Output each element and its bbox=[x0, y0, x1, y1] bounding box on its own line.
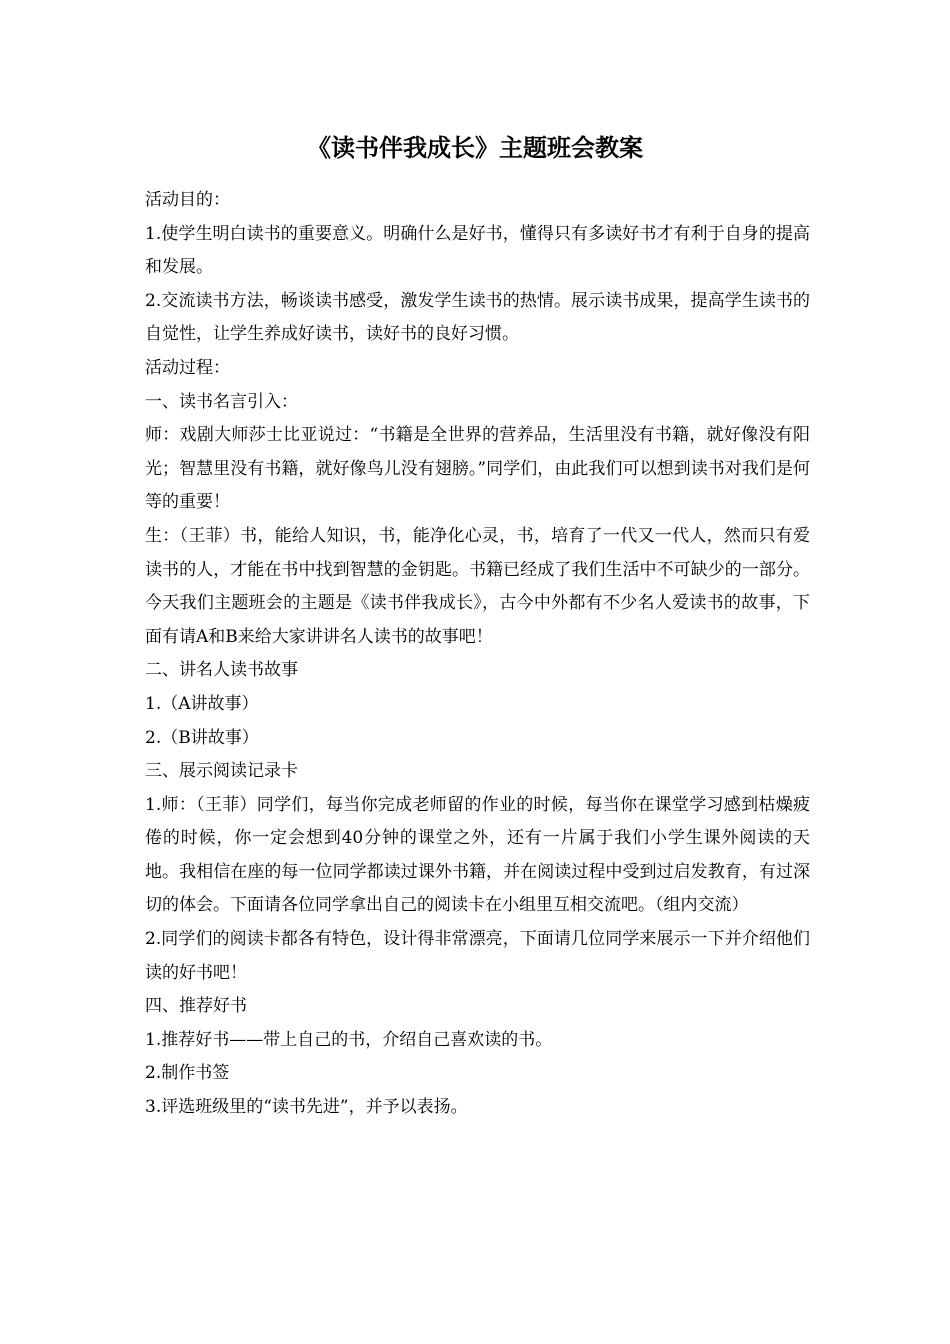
section-heading-purpose: 活动目的： bbox=[145, 190, 230, 210]
step-3-item-2: 2.同学们的阅读卡都各有特色，设计得非常漂亮，下面请几位同学来展示一下并介绍他们读的好书吧！ bbox=[145, 929, 810, 983]
document-title: 《读书伴我成长》主题班会教案 bbox=[307, 134, 643, 162]
student-paragraph: 生：（王菲）书，能给人知识，书，能净化心灵，书，培育了一代又一代人，然而只有爱读书的人，才能在书中找到智慧的金钥匙。书籍已经成了我们生活中不可缺少的一部分。今天我们主题班会的主题是《读书伴我成长》，古今中外都有不少名人爱读书的故事，下面有请A和B来给大家讲讲名人读书的故事吧！ bbox=[145, 525, 810, 647]
step-4-heading: 四、推荐好书 bbox=[145, 996, 247, 1017]
step-1-heading: 一、读书名言引入： bbox=[145, 391, 298, 412]
step-4-item-1: 1.推荐好书——带上自己的书，介绍自己喜欢读的书。 bbox=[145, 1029, 553, 1050]
step-2-item-1: 1.（A讲故事） bbox=[145, 693, 259, 714]
teacher-quote-paragraph: 师：戏剧大师莎士比亚说过：“书籍是全世界的营养品，生活里没有书籍，就好像没有阳光；智慧里没有书籍，就好像鸟儿没有翅膀。”同学们，由此我们可以想到读书对我们是何等的重要！ bbox=[145, 425, 810, 513]
document-body bbox=[145, 184, 810, 1125]
step-2-item-2: 2.（B讲故事） bbox=[145, 727, 259, 748]
step-3-heading: 三、展示阅读记录卡 bbox=[145, 761, 298, 782]
step-4-item-2: 2.制作书签 bbox=[145, 1063, 230, 1084]
section-heading-process: 活动过程： bbox=[145, 357, 230, 378]
purpose-item-1: 1.使学生明白读书的重要意义。明确什么是好书，懂得只有多读好书才有利于自身的提高和发展。 bbox=[145, 223, 810, 278]
step-4-item-3: 3.评选班级里的“读书先进”，并予以表扬。 bbox=[145, 1097, 468, 1118]
purpose-item-2: 2.交流读书方法，畅谈读书感受，激发学生读书的热情。展示读书成果，提高学生读书的自觉性，让学生养成好读书，读好书的良好习惯。 bbox=[145, 290, 810, 345]
step-3-item-1: 1.师：（王菲）同学们，每当你完成老师留的作业的时候，每当你在课堂学习感到枯燥疲倦的时候，你一定会想到40分钟的课堂之外，还有一片属于我们小学生课外阅读的天地。我相信在座的每一位同学都读过课外书籍，并在阅读过程中受到过启发教育，有过深切的体会。下面请各位同学拿出自己的阅读卡在小组里互相交流吧。（组内交流） bbox=[145, 794, 810, 916]
step-2-heading: 二、讲名人读书故事 bbox=[145, 660, 298, 681]
